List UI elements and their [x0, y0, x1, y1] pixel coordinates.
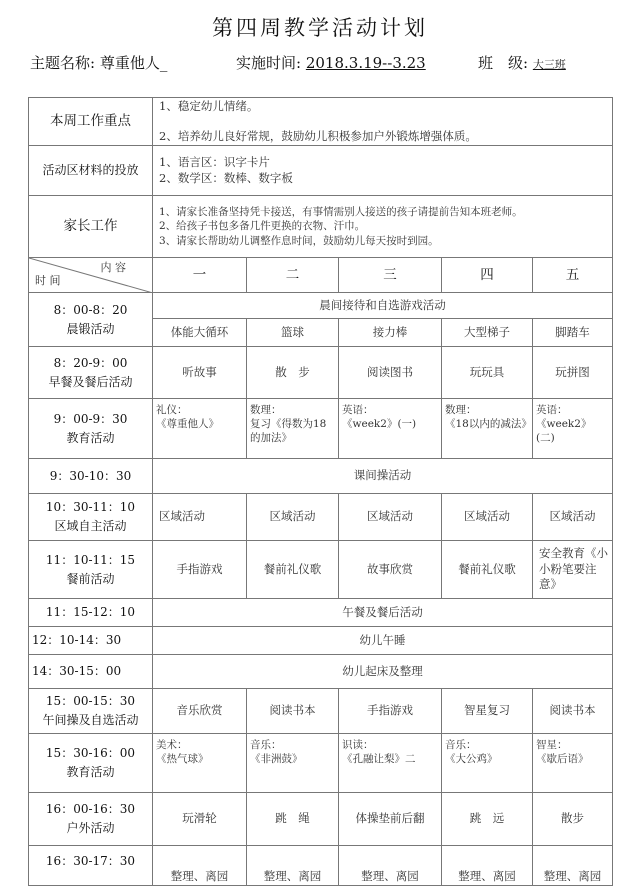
- schedule-row: [29, 347, 613, 399]
- schedule-row: [29, 846, 613, 886]
- cell: 听故事: [153, 347, 247, 399]
- activity-name: 区域自主活动: [54, 519, 127, 533]
- activity-name: 户外活动: [66, 821, 115, 835]
- cell: 脚踏车: [533, 319, 613, 347]
- cell: 区域活动: [153, 494, 247, 541]
- lesson: 《week2》(二): [536, 418, 592, 445]
- time-cell: [29, 347, 153, 399]
- lesson: 《歇后语》: [536, 753, 589, 766]
- cell: 阅读图书: [339, 347, 442, 399]
- cell: 体操垫前后翻: [339, 793, 442, 846]
- materials-label: 活动区材料的投放: [29, 146, 153, 196]
- subject: 音乐：: [250, 739, 282, 751]
- schedule-row: [29, 689, 613, 734]
- cell: 跳 绳: [247, 793, 339, 846]
- time-cell: [29, 734, 153, 793]
- time-range: 8：00-8：20: [53, 302, 128, 317]
- cell: 体能大循环: [153, 319, 247, 347]
- focus-content: [153, 98, 613, 146]
- schedule-row: [29, 793, 613, 846]
- subject: 礼仪：: [156, 404, 188, 416]
- cell: 整理、离园: [247, 846, 339, 886]
- cell: 玩玩具: [442, 347, 533, 399]
- time-cell: [29, 541, 153, 599]
- class-field: [478, 52, 566, 73]
- cell: [339, 399, 442, 459]
- time-range: 9：00-9：30: [53, 411, 128, 426]
- cell: 区域活动: [247, 494, 339, 541]
- cell: 接力棒: [339, 319, 442, 347]
- lesson: 《孔融让梨》二: [342, 753, 416, 766]
- merged-cell: 午餐及餐后活动: [153, 599, 613, 627]
- class-label: 班 级:: [478, 54, 529, 72]
- activity-name: 晨锻活动: [66, 321, 115, 336]
- header-time-label: 时 间: [35, 274, 61, 288]
- activity-name: 教育活动: [66, 765, 115, 779]
- time-value: 2018.3.19--3.23: [305, 54, 426, 72]
- plan-table: [28, 97, 613, 886]
- activity-name: 教育活动: [66, 430, 115, 445]
- schedule-row: [29, 734, 613, 793]
- cell: 手指游戏: [153, 541, 247, 599]
- cell: 安全教育《小小粉笔要注意》: [533, 541, 613, 599]
- time-range: 15：30-16：00: [45, 746, 136, 761]
- time-field: [236, 52, 426, 73]
- header-content-label: 内 容: [100, 261, 126, 274]
- class-value: 大三班: [532, 58, 566, 71]
- merged-cell: 幼儿午睡: [153, 627, 613, 655]
- schedule-row: [29, 599, 613, 627]
- subject: 英语：: [342, 404, 374, 416]
- theme-value: 尊重他人_: [99, 54, 168, 72]
- schedule-row: [29, 541, 613, 599]
- subject: 智星：: [536, 739, 568, 751]
- time-range: 12：10-14：30: [29, 627, 153, 655]
- cell: 散步: [533, 793, 613, 846]
- cell: 篮球: [247, 319, 339, 347]
- time-range: 16：30-17：30: [29, 846, 153, 886]
- merged-cell: 晨间接待和自选游戏活动: [153, 293, 613, 319]
- time-range: 11：10-11：15: [45, 552, 136, 567]
- schedule-row: [29, 655, 613, 689]
- schedule-row: [29, 293, 613, 319]
- time-range: 16：00-16：30: [45, 802, 136, 817]
- cell: 区域活动: [442, 494, 533, 541]
- time-cell: [29, 689, 153, 734]
- theme-label: 主题名称:: [30, 54, 96, 72]
- cell: [533, 734, 613, 793]
- cell: [153, 399, 247, 459]
- cell: 区域活动: [533, 494, 613, 541]
- parents-row: [29, 196, 613, 258]
- time-range: 10：30-11：10: [45, 500, 136, 515]
- parents-item: 1、请家长准备坚持凭卡接送，有事情需别人接送的孩子请提前告知本班老师。: [159, 206, 523, 219]
- schedule-row: [29, 459, 613, 494]
- focus-item: 1、稳定幼儿情绪。: [159, 98, 259, 113]
- cell: 餐前礼仪歌: [442, 541, 533, 599]
- activity-name: 午间操及自选活动: [42, 713, 139, 727]
- cell: [153, 734, 247, 793]
- merged-cell: 课间操活动: [153, 459, 613, 494]
- subject: 音乐：: [445, 739, 477, 751]
- day-header: 二: [247, 258, 339, 293]
- subject: 美术：: [156, 739, 188, 751]
- focus-item: 2、培养幼儿良好常规，鼓励幼儿积极参加户外锻炼增强体质。: [159, 128, 477, 143]
- time-cell: [29, 399, 153, 459]
- cell: 手指游戏: [339, 689, 442, 734]
- day-header: 四: [442, 258, 533, 293]
- time-cell: [29, 494, 153, 541]
- cell: 整理、离园: [533, 846, 613, 886]
- schedule-row: [29, 494, 613, 541]
- cell: 玩滑轮: [153, 793, 247, 846]
- cell: 音乐欣赏: [153, 689, 247, 734]
- day-header: 五: [533, 258, 613, 293]
- cell: 跳 远: [442, 793, 533, 846]
- subject: 数理：: [250, 404, 282, 416]
- time-range: 9：30-10：30: [29, 459, 153, 494]
- time-cell: [29, 793, 153, 846]
- cell: 散 步: [247, 347, 339, 399]
- lesson: 《大公鸡》: [445, 753, 498, 766]
- cell: [247, 734, 339, 793]
- materials-item: 1、语言区：识字卡片: [159, 154, 270, 169]
- day-header: 三: [339, 258, 442, 293]
- schedule-row: [29, 399, 613, 459]
- cell: [533, 399, 613, 459]
- schedule-row: [29, 627, 613, 655]
- cell: 大型梯子: [442, 319, 533, 347]
- day-header: 一: [153, 258, 247, 293]
- header-corner: [29, 258, 153, 293]
- lesson: 《尊重他人》: [156, 418, 219, 431]
- lesson: 《非洲鼓》: [250, 753, 303, 766]
- parents-label: 家长工作: [29, 196, 153, 258]
- focus-label: 本周工作重点: [29, 98, 153, 146]
- merged-cell: 幼儿起床及整理: [153, 655, 613, 689]
- activity-name: 早餐及餐后活动: [48, 374, 133, 389]
- time-range: 14：30-15：00: [29, 655, 153, 689]
- lesson: 《week2》(一): [342, 418, 417, 431]
- subject: 数理：: [445, 404, 477, 416]
- cell: 整理、离园: [339, 846, 442, 886]
- cell: 故事欣赏: [339, 541, 442, 599]
- subject: 识读：: [342, 739, 374, 751]
- cell: 智星复习: [442, 689, 533, 734]
- materials-row: [29, 146, 613, 196]
- time-range: 15：00-15：30: [45, 694, 136, 709]
- focus-row: [29, 98, 613, 146]
- theme-field: [30, 52, 167, 73]
- materials-content: [153, 146, 613, 196]
- cell: 餐前礼仪歌: [247, 541, 339, 599]
- materials-item: 2、数学区：数棒、数字板: [159, 170, 293, 185]
- cell: [339, 734, 442, 793]
- parents-item: 2、给孩子书包多备几件更换的衣物、汗巾。: [159, 220, 366, 233]
- header-row: [29, 258, 613, 293]
- cell: 阅读书本: [533, 689, 613, 734]
- cell: 整理、离园: [442, 846, 533, 886]
- time-range: 11：15-12：10: [29, 599, 153, 627]
- time-cell: [29, 293, 153, 347]
- cell: [247, 399, 339, 459]
- cell: 整理、离园: [153, 846, 247, 886]
- cell: 区域活动: [339, 494, 442, 541]
- activity-name: 餐前活动: [66, 571, 115, 586]
- parents-content: [153, 196, 613, 258]
- page-title: 第四周教学活动计划: [212, 16, 428, 40]
- time-label: 实施时间:: [236, 54, 302, 72]
- cell: 玩拼图: [533, 347, 613, 399]
- cell: 阅读书本: [247, 689, 339, 734]
- subject: 英语：: [536, 404, 568, 416]
- lesson: 《18以内的减法》: [445, 418, 532, 431]
- cell: [442, 399, 533, 459]
- parents-item: 3、请家长帮助幼儿调整作息时间，鼓励幼儿每天按时到园。: [159, 234, 439, 247]
- lesson: 《热气球》: [156, 753, 209, 766]
- cell: [442, 734, 533, 793]
- lesson: 复习《得数为18的加法》: [250, 418, 327, 445]
- time-range: 8：20-9：00: [53, 355, 128, 370]
